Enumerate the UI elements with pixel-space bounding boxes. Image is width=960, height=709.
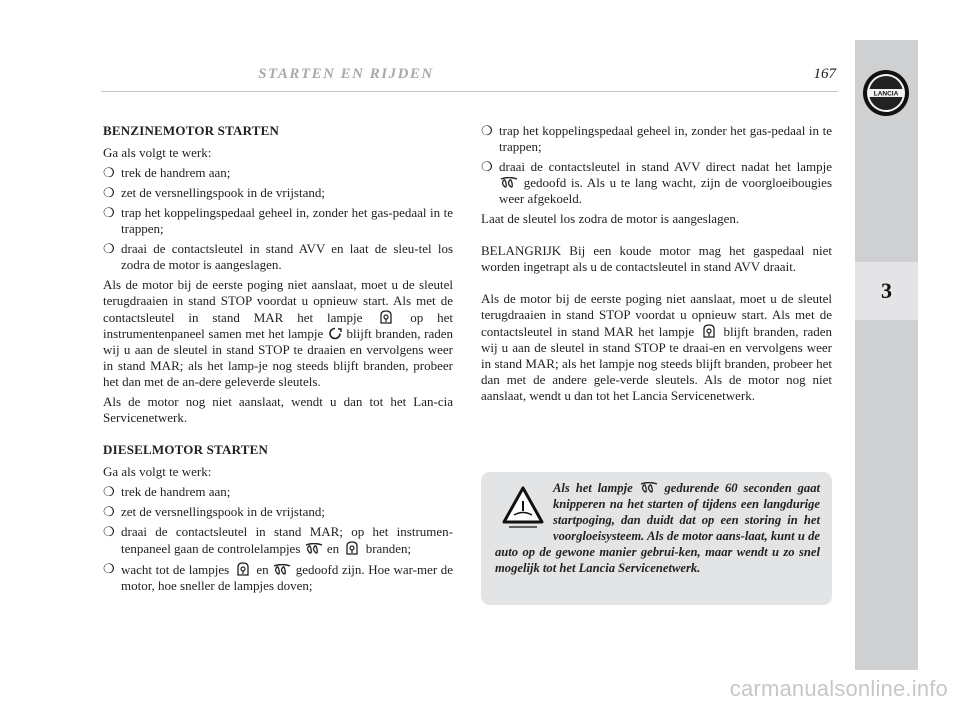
warning-box: [481, 472, 832, 605]
bullet-circle-icon: ❍: [103, 484, 115, 499]
retry-start-paragraph: Als de motor bij de eerste poging niet aanslaat, moet u de sleutel terugdraaien in stand STOP voordat u opnieuw start. Als met de contactsleutel in stand MAR het lampje blijft branden, raden wij u aan de sleutel in stand STOP te draai-en en vervolgens weer in stand MAR; als het lampje nog steeds blijft branden, probeer het dan met de andere gele-verde sleutels. Als de motor nog niet aanslaat, wendt u dan tot het Lancia Servicenetwerk.: [481, 291, 833, 403]
header-divider: [101, 91, 838, 92]
page-number: 167: [813, 66, 836, 82]
bullet-circle-icon: ❍: [103, 205, 115, 220]
warning-text-start: Als het lampje: [553, 481, 633, 495]
immobilizer-icon: [700, 323, 718, 338]
right-column: [481, 123, 832, 408]
important-note: BELANGRIJK Bij een koude motor mag het gaspedaal niet worden ingetrapt als u de contactsleutel in stand AVV draait.: [481, 243, 832, 274]
bullet-circle-icon: ❍: [103, 561, 115, 576]
list-item: ❍ draai de contactsleutel in stand AVV en laat de sleu-tel los zodra de motor is aangeslagen.: [103, 241, 453, 272]
bullet-circle-icon: ❍: [103, 504, 115, 519]
immobilizer-icon: [377, 309, 395, 324]
list-item: ❍ zet de versnellingspook in de vrijstand;: [103, 504, 325, 519]
list-item: ❍ trap het koppelingspedaal geheel in, zonder het gas-pedaal in te trappen;: [103, 205, 453, 236]
warning-text-rest: gedurende 60 seconden gaat knipperen na het starten of tijdens een langdurige startpoging, dan duidt dat op een storing in het voorgloeisysteem. Als de motor aans-laat, kunt u de auto op de gewone manier gebrui-ken, maar wendt u zo snel mogelijk tot het Lancia Servicenetwerk.: [495, 481, 820, 575]
section-gap: [103, 430, 453, 442]
list-item: ❍ trap het koppelingspedaal geheel in, zonder het gas-pedaal in te trappen;: [481, 123, 832, 154]
section-heading-diesel: DIESELMOTOR STARTEN: [103, 442, 269, 457]
page-header-title: STARTEN EN RIJDEN: [258, 66, 434, 82]
chapter-tab[interactable]: 3: [855, 262, 918, 320]
left-column: [103, 123, 453, 598]
list-item: ❍ wacht tot de lampjes en gedoofd zijn. Hoe war-mer de motor, hoe sneller de lampjes doven;: [103, 561, 454, 593]
bullet-circle-icon: ❍: [481, 123, 493, 138]
glow-plug-icon: [305, 543, 323, 555]
glow-plug-icon: [640, 482, 658, 494]
bullet-circle-icon: ❍: [103, 241, 115, 256]
section-gap: [481, 279, 832, 291]
list-item: ❍ draai de contactsleutel in stand MAR; op het instrumen-tenpaneel gaan de controlelampjes en branden;: [103, 524, 453, 556]
key-code-icon: [328, 327, 342, 340]
benzine-intro: Ga als volgt te werk:: [103, 145, 212, 160]
section-heading-benzine: BENZINEMOTOR STARTEN: [103, 123, 280, 138]
release-key-text: Laat de sleutel los zodra de motor is aangeslagen.: [481, 211, 740, 226]
list-item: ❍ trek de handrem aan;: [103, 165, 231, 180]
bullet-circle-icon: ❍: [481, 159, 493, 174]
glow-plug-icon: [273, 564, 291, 576]
list-item: ❍ zet de versnellingspook in de vrijstand;: [103, 185, 325, 200]
logo-text: LANCIA: [873, 90, 899, 98]
warning-triangle-icon: [501, 484, 545, 530]
immobilizer-icon: [234, 561, 252, 576]
immobilizer-icon: [343, 540, 361, 555]
chapter-side-band: [855, 40, 918, 670]
bullet-circle-icon: ❍: [103, 524, 115, 539]
bullet-circle-icon: ❍: [103, 185, 115, 200]
list-item: ❍ trek de handrem aan;: [103, 484, 231, 499]
benzine-paragraph-1: Als de motor bij de eerste poging niet aanslaat, moet u de sleutel terugdraaien in stand STOP voordat u opnieuw start. Als met de contactsleutel in stand MAR het lampje op het instrumentenpaneel samen met het lampje blijft branden, raden wij u aan de sleutel in stand STOP te draaien en vervolgens weer in stand MAR; als het lamp-je nog steeds blijft branden, probeer het dan met de an-dere geleverde sleutels.: [103, 277, 454, 389]
diesel-intro: Ga als volgt te werk:: [103, 464, 212, 479]
list-item: ❍ draai de contactsleutel in stand AVV direct nadat het lampje gedoofd is. Als u te lang wacht, zijn de voorgloeibougies weer afgekoeld.: [481, 159, 832, 206]
benzine-paragraph-2: Als de motor nog niet aanslaat, wendt u dan tot het Lan-cia Servicenetwerk.: [103, 394, 453, 425]
section-gap: [481, 231, 832, 243]
watermark: carmanualsonline.info: [729, 676, 948, 701]
bullet-circle-icon: ❍: [103, 165, 115, 180]
glow-plug-icon: [500, 177, 518, 189]
lancia-logo: [861, 68, 911, 118]
